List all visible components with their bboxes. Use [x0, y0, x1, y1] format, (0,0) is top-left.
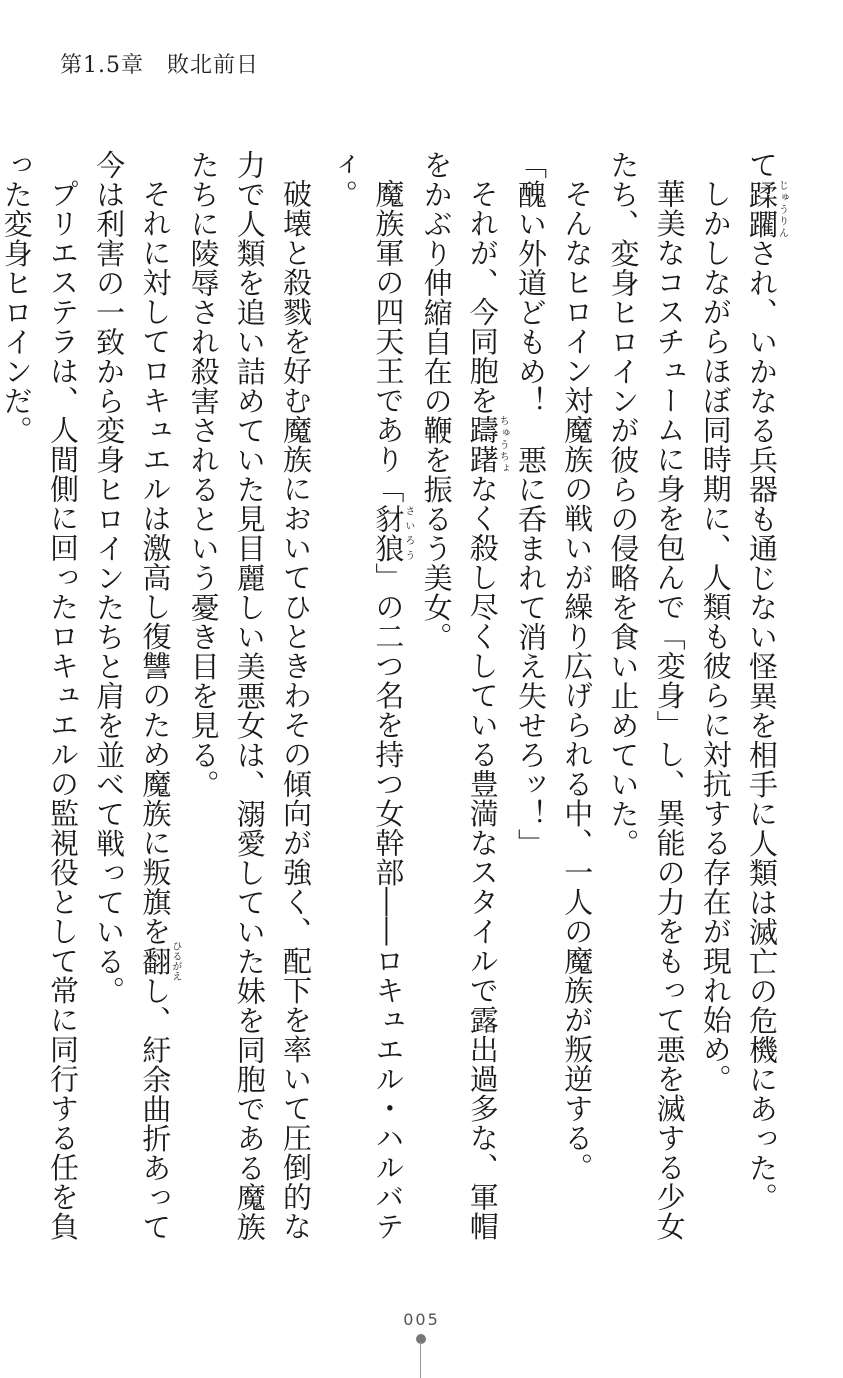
ruby-reading: さいろう: [402, 503, 414, 563]
text-run: 華美なコスチュームに身を包んで「変身」し、異能の力をもって悪を滅する少女たち、変身ヒロインが彼らの侵略を食い止めていた。: [606, 150, 687, 1241]
text-run: そんなヒロイン対魔族の戦いが繰り広げられる中、一人の魔族が叛逆する。: [560, 179, 595, 1182]
paragraph: [319, 150, 413, 1250]
ruby-annotation: [745, 179, 788, 239]
page-marker-dot: [416, 1334, 426, 1344]
ruby-annotation: [138, 941, 181, 981]
paragraph: [180, 150, 319, 1250]
paragraph: [508, 150, 554, 1250]
ruby-annotation: [465, 415, 509, 474]
text-run: しかしながらほぼ同時期に、人類も彼らに対抗する存在が現れ始め。: [698, 179, 733, 1094]
text-run: なく殺し尽くしている豊満なスタイルで露出過多な、軍帽をかぶり伸縮自在の鞭を振るう美女。: [419, 150, 500, 1241]
ruby-base: 蹂躙: [745, 179, 779, 239]
paragraph: [693, 150, 739, 1250]
ruby-base: 躊躇: [465, 415, 500, 474]
text-run: し、紆余曲折あって今は利害の一致から変身ヒロインたちと肩を並べて戦っている。: [92, 150, 173, 1242]
text-run: 破壊と殺戮を好む魔族においてひときわその傾向が強く、配下を率いて圧倒的な力で人類を追い詰めていた見目麗しい美悪女は、溺愛していた妹を同胞である魔族たちに陵辱され殺害されるという憂き目を見る。: [186, 150, 313, 1242]
text-run: 」の二つ名を持つ女幹部――ロキュエル・ハルバティ。: [325, 150, 406, 1241]
page-number: 005: [403, 1310, 440, 1329]
text-run: て: [745, 150, 779, 180]
ruby-base: 豺狼: [371, 503, 406, 563]
text-run: 魔族軍の四天王であり「: [371, 179, 406, 504]
ruby-annotation: [371, 503, 414, 563]
text-run: され、いかなる兵器も通じない怪異を相手に人類は滅亡の危機にあった。: [745, 238, 779, 1212]
text-run: それに対してロキュエルは激高し復讐のため魔族に叛旗を: [138, 179, 173, 946]
ruby-base: 翻: [138, 941, 173, 981]
paragraph: [0, 150, 86, 1250]
paragraph: [739, 150, 787, 1250]
ruby-reading: ひるがえ: [169, 941, 181, 981]
paragraph: [86, 150, 180, 1250]
paragraph: [413, 150, 507, 1250]
page-marker: [420, 1334, 422, 1378]
page-marker-line: [420, 1342, 421, 1378]
text-run: 「醜い外道どもめ！ 悪に呑まれて消え失せろッ！」: [513, 150, 548, 858]
text-run: それが、今同胞を: [465, 179, 500, 415]
chapter-title: 第1.5章 敗北前日: [60, 53, 259, 78]
paragraph: [600, 150, 692, 1250]
body-text: [0, 150, 787, 1250]
paragraph: [554, 150, 600, 1250]
ruby-reading: じゅうりん: [776, 179, 788, 239]
text-run: プリエステラは、人間側に回ったロキュエルの監視役として常に同行する任を負った変身ヒロインだ。: [0, 150, 80, 1241]
ruby-reading: ちゅうちょ: [497, 415, 509, 474]
